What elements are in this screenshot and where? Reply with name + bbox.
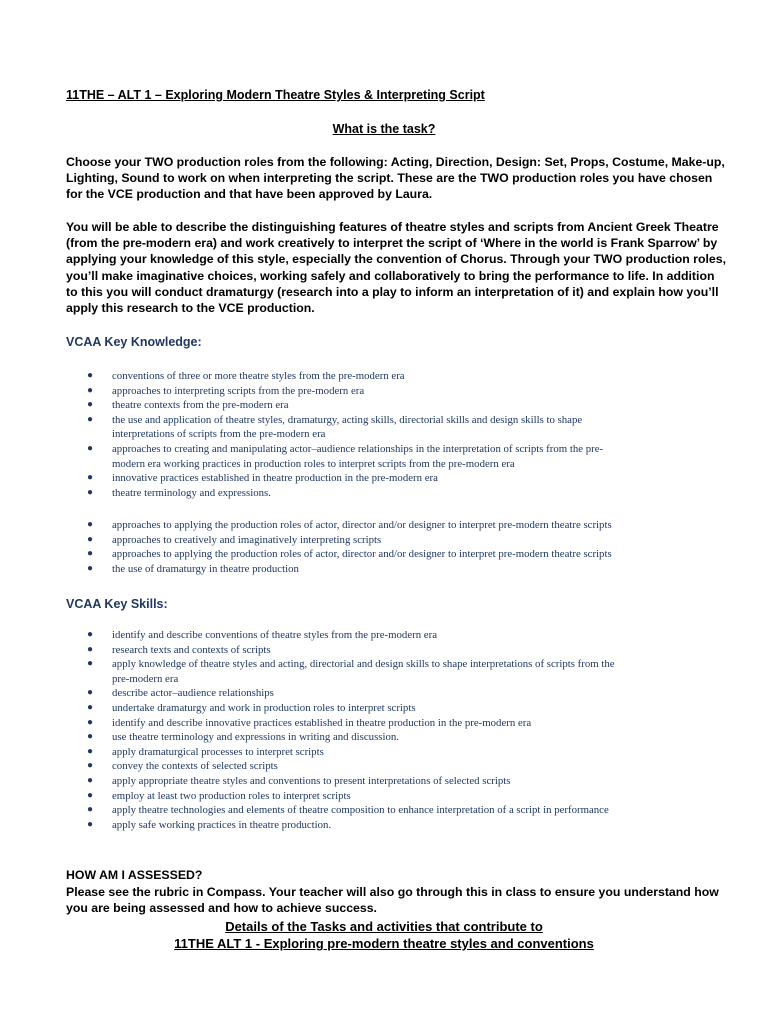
list-item-text: convey the contexts of selected scripts [112, 760, 278, 773]
bullet-icon: ● [87, 687, 94, 699]
list-item [0, 730, 620, 745]
assessment-text: Please see the rubric in Compass. Your teacher will also go through this in class to ensure you understand how you are being assessed and how to achieve success. [66, 885, 719, 916]
bullet-icon: ● [87, 789, 94, 801]
list-item [0, 716, 620, 731]
list-item [0, 384, 620, 399]
list-item-text: theatre contexts from the pre-modern era [112, 399, 289, 412]
list-item-text: use theatre terminology and expressions in writing and discussion. [112, 731, 399, 744]
bullet-icon: ● [87, 774, 94, 786]
list-item-text: conventions of three or more theatre styles from the pre-modern era [112, 370, 405, 382]
list-item-text: apply safe working practices in theatre production. [112, 818, 332, 831]
bullet-icon: ● [87, 370, 94, 381]
list-item [0, 759, 620, 774]
list-item-text: undertake dramaturgy and work in production roles to interpret scripts [112, 701, 416, 714]
list-item [0, 413, 620, 442]
list-item [0, 657, 620, 686]
bullet-icon: ● [87, 472, 94, 484]
list-item-text: identify and describe innovative practices established in theatre production in the pre-modern era [112, 716, 532, 729]
list-item-text: describe actor–audience relationships [112, 687, 274, 700]
list-item [0, 518, 620, 533]
list-item-text: apply knowledge of theatre styles and acting, directorial and design skills to shape interpretations of scripts from the pre-modern era [112, 658, 615, 685]
list-item [0, 789, 620, 804]
list-item-text: the use and application of theatre styles, dramaturgy, acting skills, directorial skills and design skills to shape interpretations of scripts from the pre-modern era [112, 413, 583, 441]
list-item [0, 471, 620, 486]
list-item [0, 369, 620, 384]
bullet-icon: ● [87, 519, 94, 530]
task-heading: What is the task? [332, 122, 436, 136]
list-item-text: the use of dramaturgy in theatre production [112, 562, 299, 575]
list-item-text: apply dramaturgical processes to interpret scripts [112, 745, 324, 758]
bullet-icon: ● [87, 413, 94, 425]
list-item [0, 486, 620, 501]
list-item [0, 562, 620, 577]
task-paragraph-2: You will be able to describe the distinguishing features of theatre styles and scripts from Ancient Greek Theatre (from the pre-modern era) and work creatively to interpret the script of ‘Where in the world is Frank Sparrow’ by applying your knowledge of this style, especially the convention of Chorus. Through your TWO production roles, you’ll make imaginative choices, working safely and collaboratively to bring the performance to life. In addition to this you will conduct dramaturgy (research into a play to inform an interpretation of it) and explain how you’ll apply this research to the VCE production. [66, 220, 726, 316]
key-skills-list [0, 628, 620, 832]
list-item-text: theatre terminology and expressions. [112, 486, 271, 499]
list-item [0, 547, 620, 562]
details-heading-line-2: 11THE ALT 1 - Exploring pre-modern theatre styles and conventions [174, 936, 594, 951]
details-heading-line-1: Details of the Tasks and activities that contribute to [225, 919, 543, 934]
bullet-icon: ● [87, 731, 94, 743]
list-item-text: innovative practices established in theatre production in the pre-modern era [112, 472, 438, 485]
list-item [0, 442, 620, 471]
bullet-icon: ● [87, 804, 94, 816]
list-item [0, 533, 620, 548]
list-item-text: apply theatre technologies and elements of theatre composition to enhance interpretation of a script in performance [112, 804, 609, 817]
list-item [0, 628, 620, 643]
bullet-icon: ● [87, 643, 94, 655]
list-item [0, 643, 620, 658]
bullet-icon: ● [87, 629, 94, 640]
key-skills-heading: VCAA Key Skills: [66, 597, 168, 611]
bullet-icon: ● [87, 701, 94, 713]
bullet-icon: ● [87, 486, 94, 498]
list-item [0, 745, 620, 760]
bullet-icon: ● [87, 548, 94, 560]
bullet-icon: ● [87, 562, 94, 574]
bullet-icon: ● [87, 760, 94, 772]
list-item-text: apply appropriate theatre styles and conventions to present interpretations of selected scripts [112, 774, 511, 787]
list-item [0, 803, 620, 818]
list-item [0, 774, 620, 789]
list-item-text: approaches to creatively and imaginatively interpreting scripts [112, 533, 382, 546]
key-knowledge-list-2 [0, 518, 620, 576]
key-knowledge-heading: VCAA Key Knowledge: [66, 335, 202, 349]
list-item [0, 818, 620, 833]
list-item [0, 686, 620, 701]
list-item-text: approaches to applying the production roles of actor, director and/or designer to interpret pre-modern theatre scripts [112, 548, 612, 561]
bullet-icon: ● [87, 818, 94, 830]
bullet-icon: ● [87, 745, 94, 757]
task-paragraph-1: Choose your TWO production roles from the following: Acting, Direction, Design: Set, Props, Costume, Make-up, Lighting, Sound to work on when interpreting the script. These are the TWO production roles you have chosen for the VCE production and that have been approved by Laura. [66, 155, 725, 202]
bullet-icon: ● [87, 399, 94, 411]
bullet-icon: ● [87, 384, 94, 396]
list-item-text: employ at least two production roles to interpret scripts [112, 789, 351, 802]
bullet-icon: ● [87, 533, 94, 545]
key-knowledge-list-1 [0, 369, 620, 500]
list-item-text: research texts and contexts of scripts [112, 643, 271, 656]
list-item-text: approaches to applying the production roles of actor, director and/or designer to interpret pre-modern theatre scripts [112, 519, 612, 531]
bullet-icon: ● [87, 658, 94, 670]
document-title: 11THE – ALT 1 – Exploring Modern Theatre Styles & Interpreting Script [66, 88, 485, 102]
bullet-icon: ● [87, 442, 94, 454]
assessment-heading: HOW AM I ASSESSED? [66, 868, 203, 882]
list-item [0, 701, 620, 716]
bullet-icon: ● [87, 716, 94, 728]
list-item-text: approaches to creating and manipulating actor–audience relationships in the interpretation of scripts from the pre-modern era working practices in production roles to interpret scripts from the pre-modern era [112, 442, 604, 470]
list-item-text: identify and describe conventions of theatre styles from the pre-modern era [112, 629, 437, 641]
list-item-text: approaches to interpreting scripts from the pre-modern era [112, 384, 365, 397]
list-item [0, 398, 620, 413]
